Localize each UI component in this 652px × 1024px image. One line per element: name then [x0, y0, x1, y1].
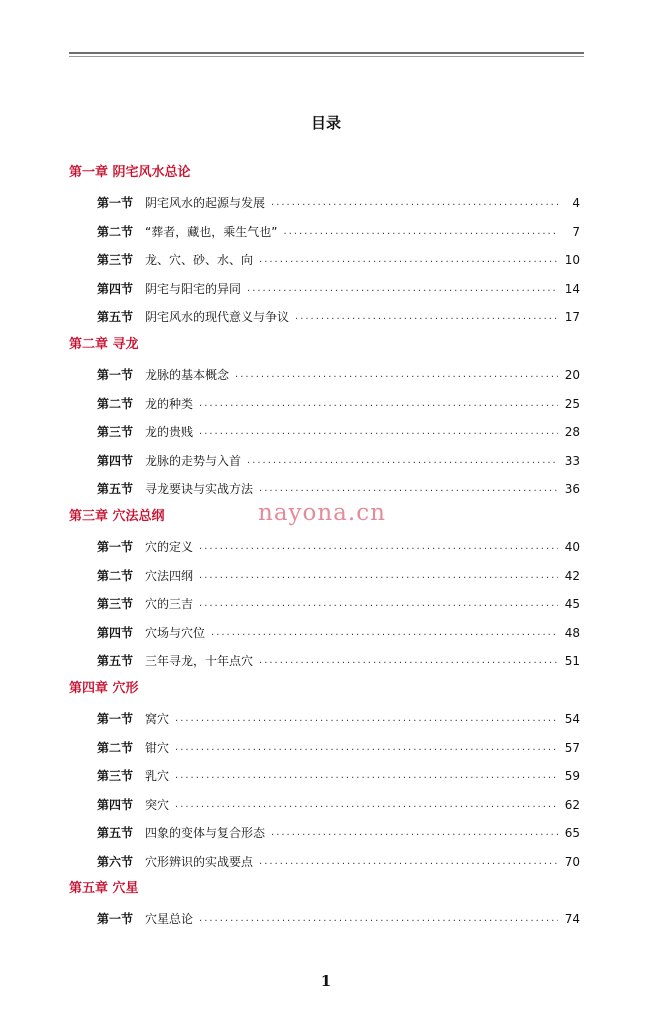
chapter-heading[interactable]: 第二章 寻龙	[69, 337, 139, 352]
section-title: 三年寻龙，十年点穴	[145, 654, 254, 669]
leader-dots	[199, 424, 558, 440]
section-page-number: 48	[564, 625, 580, 640]
page-number: 1	[320, 972, 332, 990]
leader-dots	[175, 768, 558, 784]
section-number: 第一节	[97, 712, 134, 726]
toc-entry[interactable]	[97, 596, 580, 612]
chapter-heading[interactable]: 第四章 穴形	[69, 681, 139, 696]
leader-dots	[175, 711, 558, 727]
section-title: 穴的三吉	[145, 597, 194, 612]
chapter-heading[interactable]: 第五章 穴星	[69, 881, 139, 896]
section-title: 穴星总论	[145, 912, 194, 926]
section-number: 第五节	[97, 826, 134, 841]
section-number: 第三节	[97, 253, 134, 268]
section-page-number: 36	[564, 482, 580, 497]
section-title: 四象的变体与复合形态	[145, 826, 266, 841]
section-number: 第一节	[97, 540, 134, 554]
section-page-number: 54	[564, 712, 580, 726]
toc-entry[interactable]	[97, 568, 580, 584]
section-number: 第二节	[97, 396, 134, 411]
section-number: 第四节	[97, 453, 134, 468]
section-number: 第五节	[97, 482, 134, 497]
section-title: 穴形辨识的实战要点	[145, 855, 254, 869]
section-title: “葬者，藏也，乘生气也”	[145, 224, 278, 239]
section-title: 龙的种类	[145, 396, 194, 411]
leader-dots	[199, 596, 558, 612]
chapter-heading[interactable]: 第三章 穴法总纲	[69, 509, 165, 524]
leader-dots	[283, 224, 558, 240]
section-page-number: 65	[564, 826, 580, 841]
section-number: 第一节	[97, 196, 134, 210]
toc-entry[interactable]	[97, 309, 580, 325]
section-page-number: 17	[564, 310, 580, 325]
section-page-number: 28	[564, 425, 580, 440]
section-title: 穴法四纲	[145, 568, 194, 583]
section-page-number: 7	[572, 224, 580, 239]
leader-dots	[199, 396, 558, 412]
section-title: 钳穴	[145, 740, 170, 755]
toc-entry[interactable]	[97, 424, 580, 440]
watermark: nayona.cn	[258, 500, 386, 526]
section-title: 龙、穴、砂、水、向	[145, 253, 254, 268]
section-number: 第五节	[97, 654, 134, 669]
section-number: 第二节	[97, 740, 134, 755]
section-page-number: 62	[564, 797, 580, 812]
section-page-number: 4	[572, 196, 580, 210]
section-title: 龙的贵贱	[145, 425, 194, 440]
leader-dots	[259, 481, 558, 497]
toc-entry[interactable]	[97, 825, 580, 841]
toc-entry[interactable]	[97, 481, 580, 497]
leader-dots	[175, 740, 558, 756]
toc-entry[interactable]	[97, 367, 580, 383]
leader-dots	[211, 625, 558, 641]
section-page-number: 57	[564, 740, 580, 755]
toc-entry[interactable]	[97, 224, 580, 240]
section-number: 第六节	[97, 855, 134, 869]
leader-dots	[175, 797, 558, 813]
toc-entry[interactable]	[97, 797, 580, 813]
section-number: 第四节	[97, 625, 134, 640]
leader-dots	[271, 825, 558, 841]
toc-entry[interactable]	[97, 539, 580, 555]
toc-entry[interactable]	[97, 252, 580, 268]
toc-entry[interactable]	[97, 396, 580, 412]
leader-dots	[199, 539, 558, 555]
toc-entry[interactable]	[97, 195, 580, 211]
section-title: 阴宅风水的起源与发展	[145, 196, 266, 210]
toc-entry[interactable]	[97, 653, 580, 669]
section-number: 第四节	[97, 797, 134, 812]
section-number: 第三节	[97, 425, 134, 440]
toc-entry[interactable]	[97, 740, 580, 756]
section-page-number: 25	[564, 396, 580, 411]
section-page-number: 33	[564, 453, 580, 468]
toc-entry[interactable]	[97, 625, 580, 641]
chapter-heading[interactable]: 第一章 阴宅风水总论	[69, 165, 191, 180]
section-page-number: 10	[564, 253, 580, 268]
section-page-number: 14	[564, 281, 580, 296]
toc-entry[interactable]	[97, 854, 580, 870]
section-title: 窝穴	[145, 712, 170, 726]
section-page-number: 51	[564, 654, 580, 669]
toc-title: 目录	[310, 114, 341, 132]
leader-dots	[199, 911, 558, 927]
section-page-number: 40	[564, 540, 580, 554]
leader-dots	[271, 195, 558, 211]
section-number: 第二节	[97, 224, 134, 239]
section-page-number: 45	[564, 597, 580, 612]
toc-entry[interactable]	[97, 911, 580, 927]
leader-dots	[247, 281, 558, 297]
section-number: 第三节	[97, 597, 134, 612]
section-title: 龙脉的走势与入首	[145, 453, 242, 468]
leader-dots	[295, 309, 558, 325]
toc-entry[interactable]	[97, 711, 580, 727]
leader-dots	[259, 653, 558, 669]
section-title: 突穴	[145, 797, 170, 812]
section-title: 寻龙要诀与实战方法	[145, 482, 254, 497]
section-title: 龙脉的基本概念	[145, 368, 230, 382]
section-title: 穴场与穴位	[145, 625, 206, 640]
section-page-number: 42	[564, 568, 580, 583]
leader-dots	[247, 453, 558, 469]
section-number: 第五节	[97, 310, 134, 325]
section-number: 第三节	[97, 769, 134, 784]
toc-entry[interactable]	[97, 768, 580, 784]
section-title: 穴的定义	[145, 540, 194, 554]
section-page-number: 74	[564, 912, 580, 926]
section-number: 第二节	[97, 568, 134, 583]
leader-dots	[259, 854, 558, 870]
section-title: 阴宅风水的现代意义与争议	[145, 310, 290, 325]
toc-entry[interactable]	[97, 281, 580, 297]
section-title: 乳穴	[145, 769, 170, 784]
leader-dots	[235, 367, 558, 383]
section-page-number: 59	[564, 769, 580, 784]
section-number: 第一节	[97, 912, 134, 926]
leader-dots	[259, 252, 558, 268]
section-title: 阴宅与阳宅的异同	[145, 281, 242, 296]
toc-entry[interactable]	[97, 453, 580, 469]
section-number: 第四节	[97, 281, 134, 296]
leader-dots	[199, 568, 558, 584]
section-page-number: 70	[564, 855, 580, 869]
section-number: 第一节	[97, 368, 134, 382]
section-page-number: 20	[564, 368, 580, 382]
